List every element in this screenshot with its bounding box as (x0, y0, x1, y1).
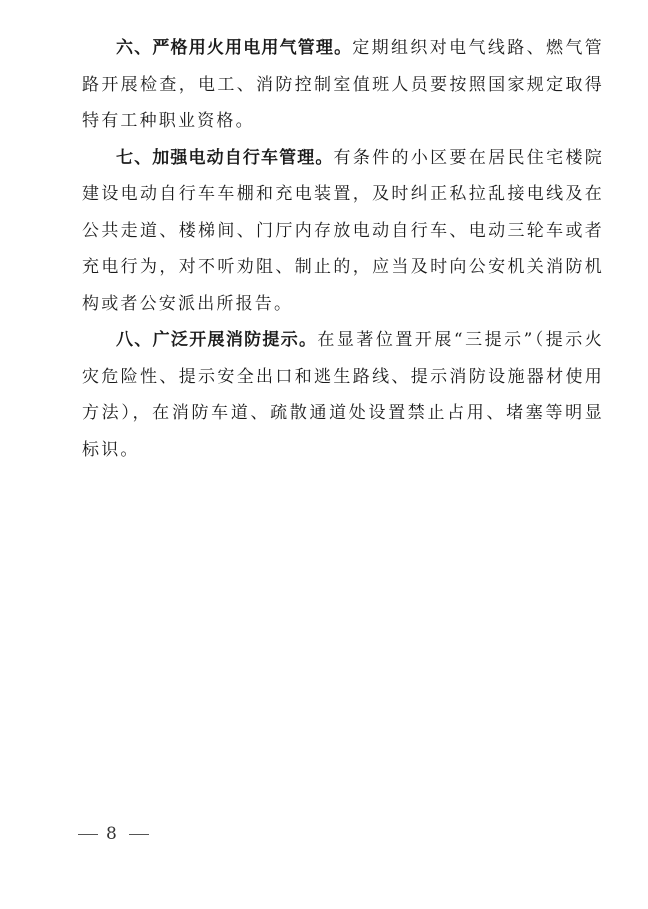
page-footer (70, 824, 157, 844)
section-6-heading: 六、严格用火用电用气管理。 (116, 38, 353, 58)
section-8-text: 在显著位置开展“三提示”（提示火灾危险性、提示安全出口和逃生路线、提示消防设施器材使用方法），在消防车道、疏散通道处设置禁止占用、堵塞等明显标识。 (82, 330, 605, 460)
section-7-text: 有条件的小区要在居民住宅楼院建设电动自行车车棚和充电装置，及时纠正私拉乱接电线及在公共走道、楼梯间、门厅内存放电动自行车、电动三轮车或者充电行为，对不听劝阻、制止的，应当及时向公安机关消防机构或者公安派出所报告。 (82, 147, 604, 314)
page-number: 8 (106, 824, 121, 844)
section-7-paragraph (82, 140, 604, 323)
right-dash-divider (129, 834, 149, 835)
section-6-paragraph (82, 30, 604, 140)
left-dash-divider (78, 834, 98, 835)
section-6-text: 定期组织对电气线路、燃气管路开展检查，电工、消防控制室值班人员要按照国家规定取得特有工种职业资格。 (82, 38, 605, 131)
section-8-heading: 八、广泛开展消防提示。 (116, 330, 318, 350)
document-body (82, 30, 604, 468)
section-8-paragraph (82, 322, 604, 468)
section-7-heading: 七、加强电动自行车管理。 (116, 147, 334, 168)
